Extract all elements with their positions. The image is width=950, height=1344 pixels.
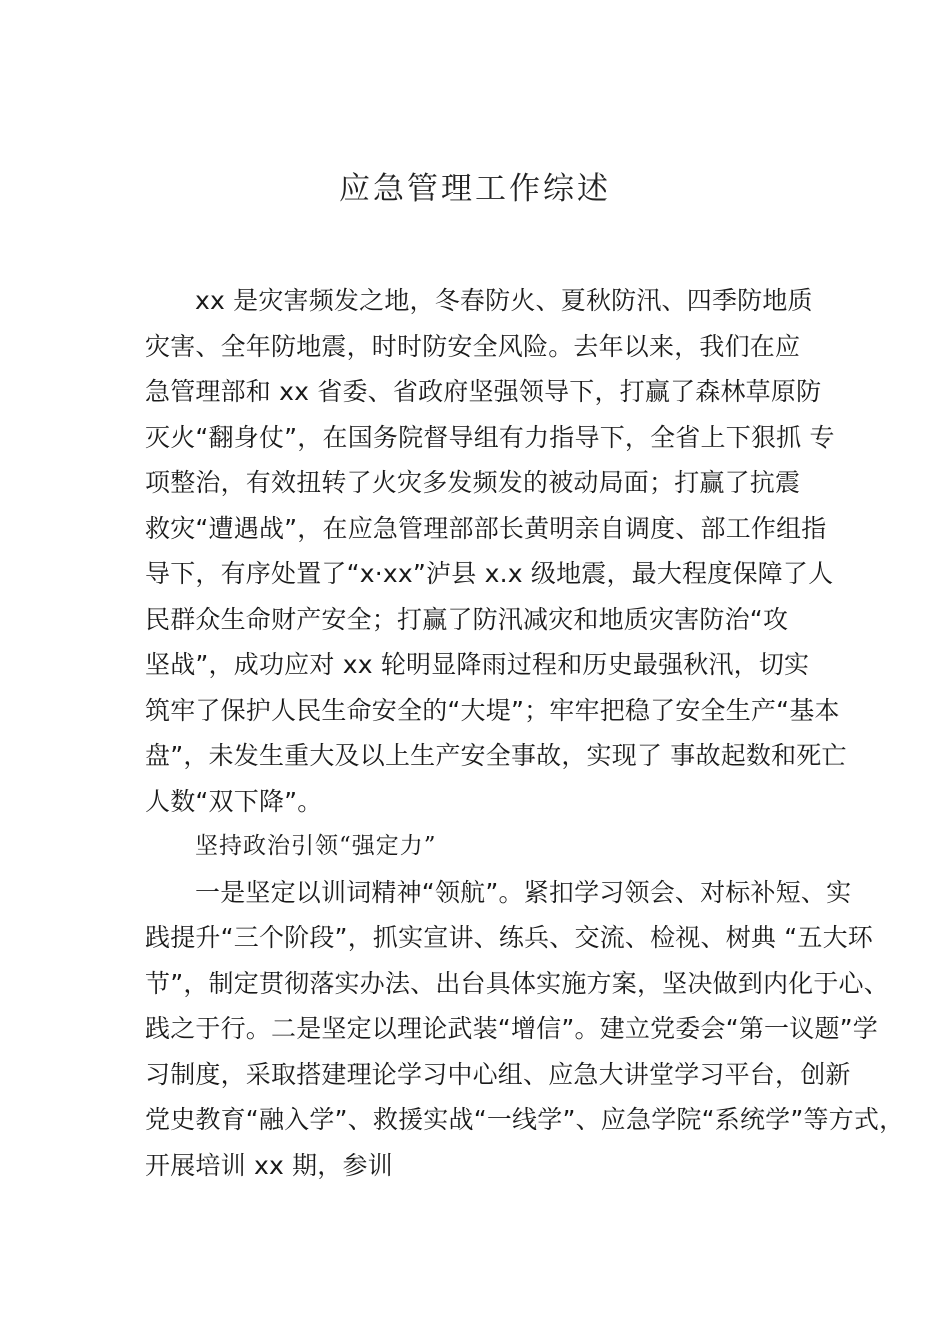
body-line-4: 灭火“翻身仗”，在国务院督导组有力指导下，全省上下狠抓 专 <box>145 422 835 452</box>
body-line-15: 践提升“三个阶段”，抓实宣讲、练兵、交流、检视、树典 “五大环 <box>145 923 874 952</box>
body-line-14: 一是坚定以训词精神“领航”。紧扣学习领会、对标补短、实 <box>195 877 852 907</box>
body-line-2: 灾害、全年防地震，时时防安全风险。去年以来，我们在应 <box>145 331 801 361</box>
body-line-12: 人数“双下降”。 <box>145 786 323 816</box>
body-line-18: 习制度，采取搭建理论学习中心组、应急大讲堂学习平台，创新 <box>145 1059 851 1089</box>
body-line-8: 民群众生命财产安全；打赢了防汛减灾和地质灾害防治“攻 <box>145 604 789 634</box>
body-line-10: 筑牢了保护人民生命安全的“大堤”；牢牢把稳了安全生产“基本 <box>145 695 840 725</box>
body-line-7: 导下，有序处置了“x·xx”泸县 x.x 级地震，最大程度保障了人 <box>145 559 834 588</box>
section-heading: 坚持政治引领“强定力” <box>195 833 437 859</box>
body-line-17: 践之于行。二是坚定以理论武装“增信”。建立党委会“第一议题”学 <box>145 1014 879 1043</box>
body-line-9: 坚战”，成功应对 xx 轮明显降雨过程和历史最强秋汛，切实 <box>145 650 810 679</box>
document-body <box>145 278 905 1188</box>
body-line-6: 救灾“遭遇战”，在应急管理部部长黄明亲自调度、部工作组指 <box>145 513 827 543</box>
body-line-20: 开展培训 xx 期，参训 <box>145 1150 393 1180</box>
body-line-11: 盘”，未发生重大及以上生产安全事故，实现了 事故起数和死亡 <box>145 741 847 770</box>
body-line-5: 项整治，有效扭转了火灾多发频发的被动局面；打赢了抗震 <box>145 468 801 497</box>
body-line-19: 党史教育“融入学”、救援实战“一线学”、应急学院“系统学”等方式， <box>145 1105 905 1134</box>
body-line-3: 急管理部和 xx 省委、省政府坚强领导下，打赢了森林草原防 <box>145 377 822 406</box>
body-line-16: 节”，制定贯彻落实办法、出台具体实施方案，坚决做到内化于心、 <box>145 968 889 998</box>
body-line-1: xx 是灾害频发之地，冬春防火、夏秋防汛、四季防地质 <box>195 286 813 315</box>
document-title: 应急管理工作综述 <box>339 171 611 207</box>
